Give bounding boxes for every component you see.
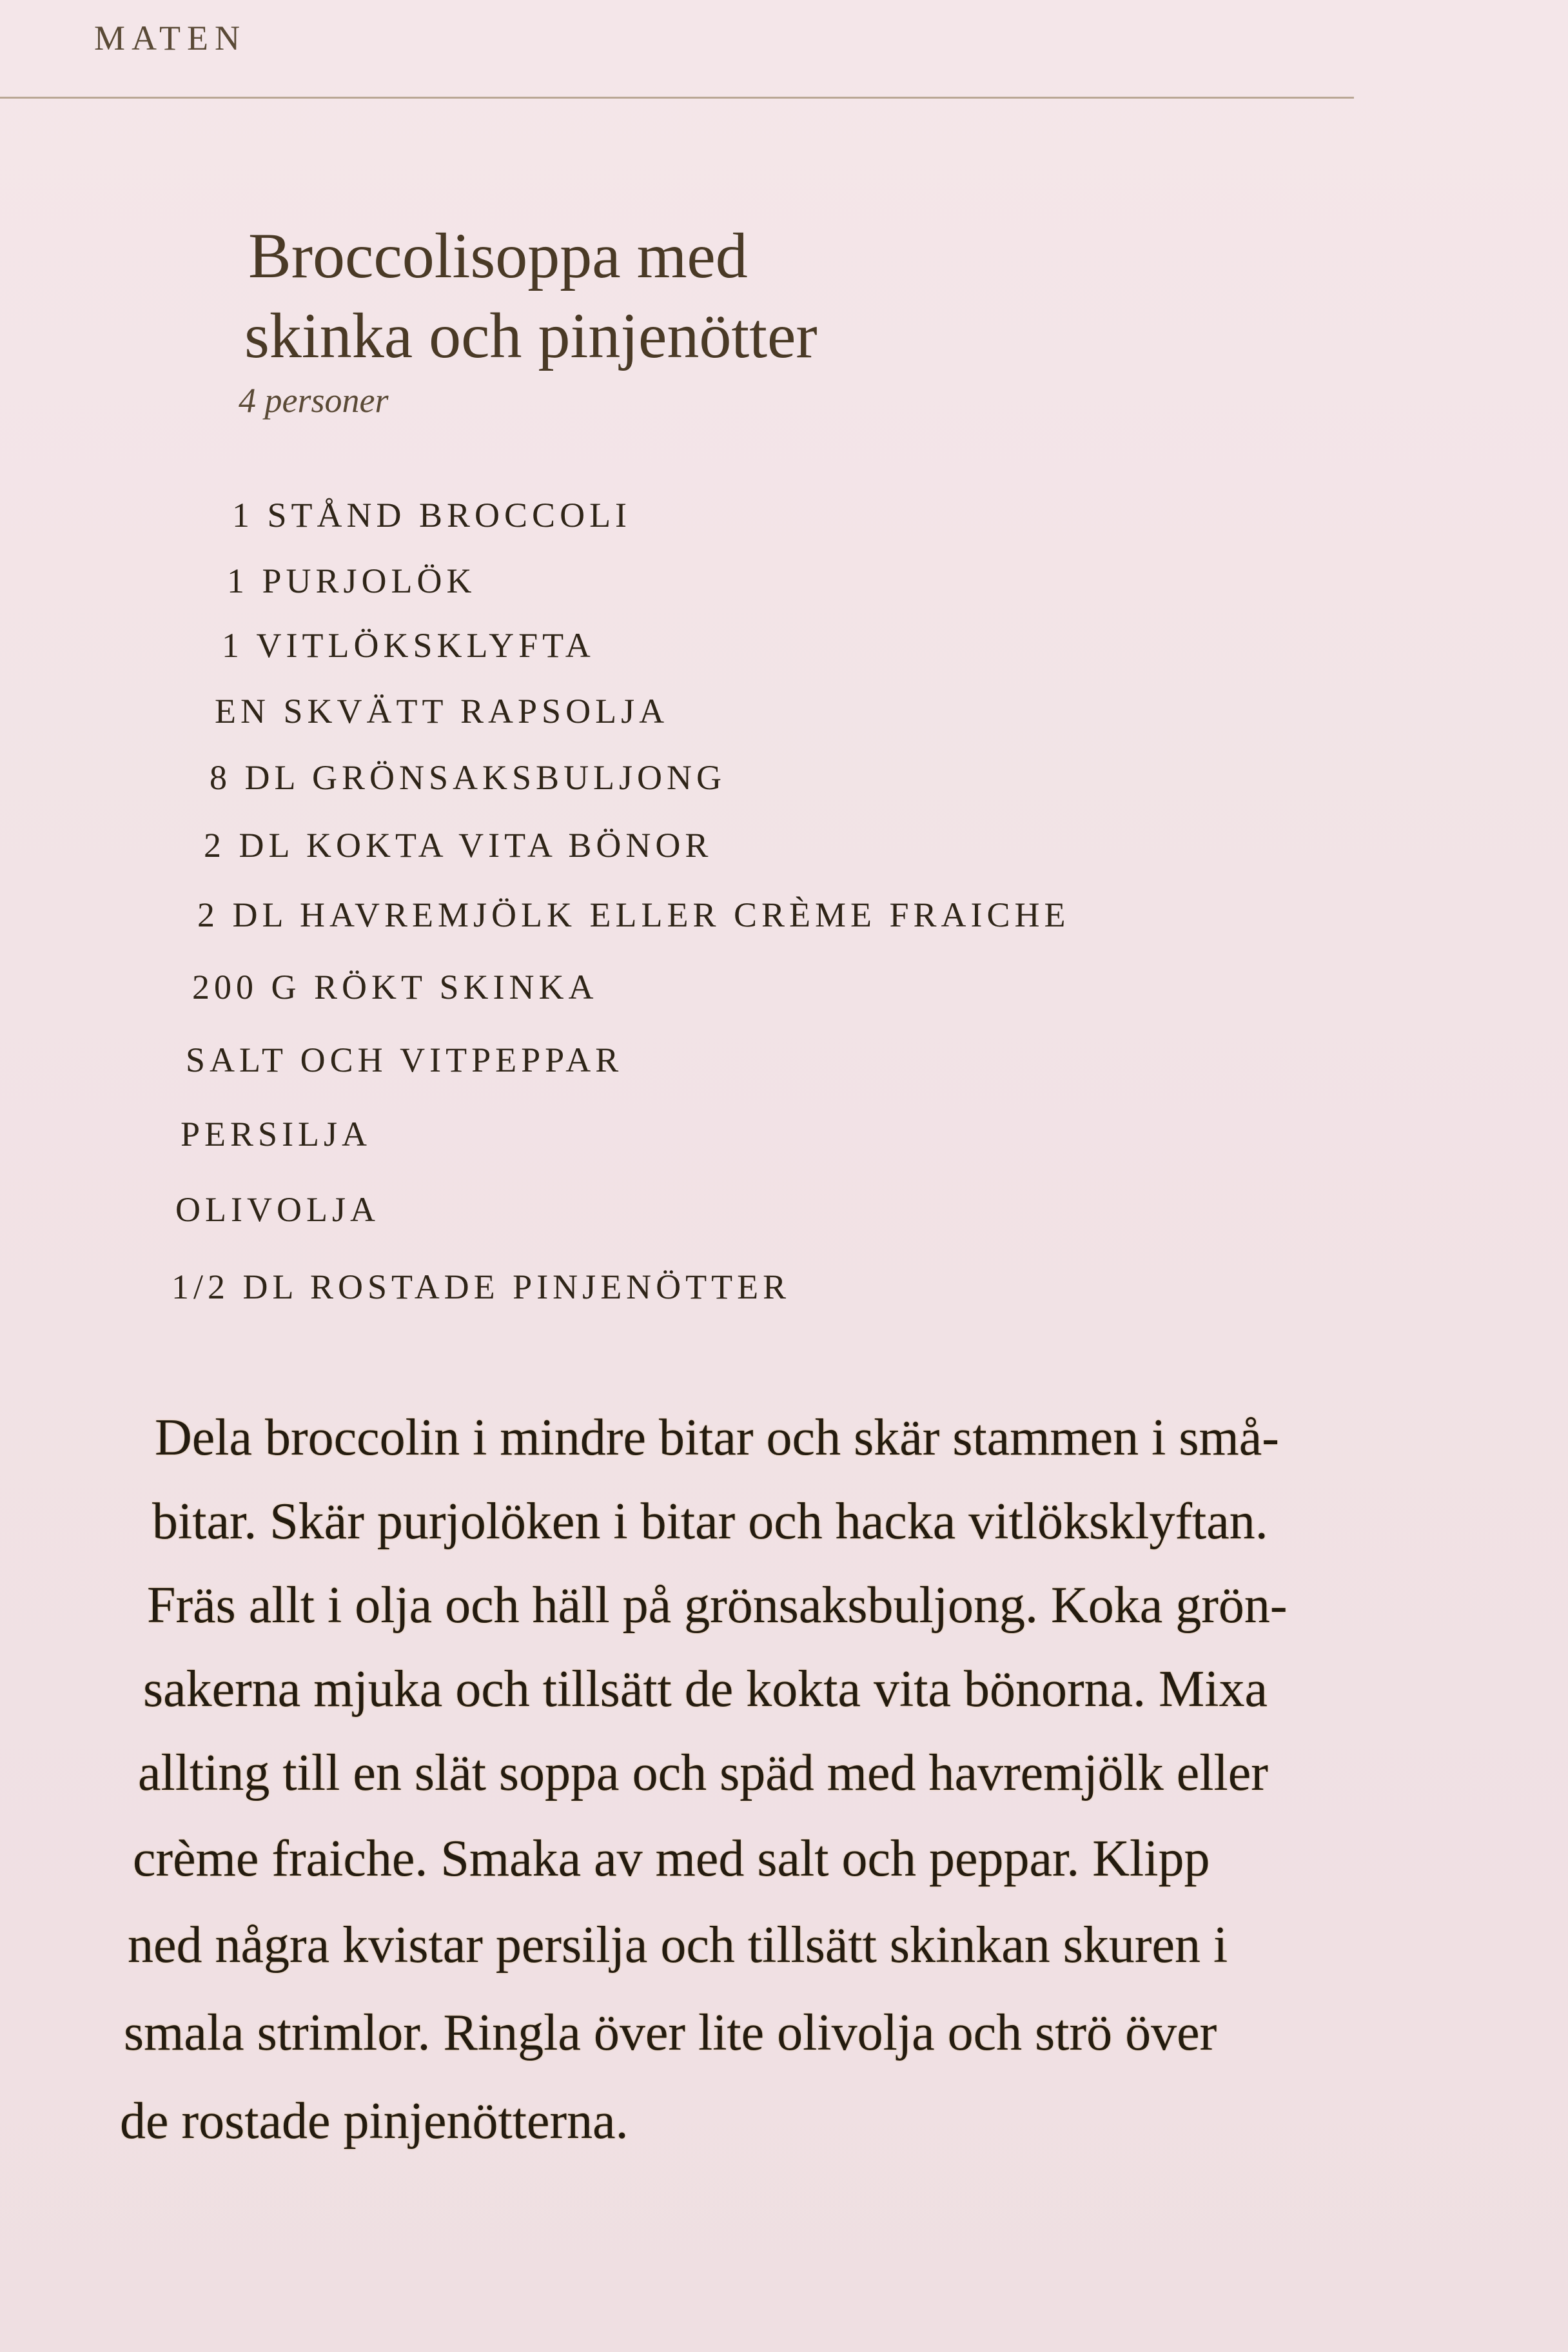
method-line: ned några kvistar persilja och tillsätt skinkan skuren i: [128, 1917, 1228, 1974]
servings-note: 4 personer: [239, 381, 389, 420]
method-line: smala strimlor. Ringla över lite olivolja och strö över: [124, 2004, 1217, 2061]
method-line: allting till en slät soppa och späd med havremjölk eller: [138, 1745, 1268, 1801]
method-line: de rostade pinjenötterna.: [120, 2093, 629, 2150]
running-head: MATEN: [94, 19, 246, 57]
ingredient-item: SALT OCH VITPEPPAR: [186, 1041, 623, 1079]
ingredient-item: OLIVOLJA: [175, 1190, 380, 1229]
ingredient-item: 2 DL HAVREMJÖLK ELLER CRÈME FRAICHE: [197, 896, 1070, 934]
ingredient-item: 200 G RÖKT SKINKA: [192, 968, 598, 1006]
ingredient-item: 1/2 DL ROSTADE PINJENÖTTER: [172, 1268, 791, 1306]
ingredient-item: 1 PURJOLÖK: [227, 562, 476, 600]
header-rule: [0, 97, 1354, 99]
method-line: Dela broccolin i mindre bitar och skär stammen i små-: [155, 1409, 1279, 1466]
ingredient-item: 8 DL GRÖNSAKSBULJONG: [210, 758, 727, 797]
method-line: crème fraiche. Smaka av med salt och peppar. Klipp: [133, 1830, 1210, 1887]
ingredient-item: PERSILJA: [181, 1115, 372, 1153]
method-line: sakerna mjuka och tillsätt de kokta vita bönorna. Mixa: [143, 1661, 1268, 1718]
ingredient-item: EN SKVÄTT RAPSOLJA: [215, 692, 669, 730]
recipe-title-line-2: skinka och pinjenötter: [244, 300, 818, 371]
recipe-title: [244, 216, 1215, 376]
method-line: bitar. Skär purjolöken i bitar och hacka vitlöksklyftan.: [152, 1493, 1268, 1550]
ingredient-item: 1 VITLÖKSKLYFTA: [222, 626, 595, 665]
recipe-title-line-1: Broccolisoppa med: [248, 220, 748, 291]
ingredient-item: 1 STÅND BROCCOLI: [232, 496, 632, 534]
method-line: Fräs allt i olja och häll på grönsaksbuljong. Koka grön-: [147, 1577, 1288, 1634]
ingredient-item: 2 DL KOKTA VITA BÖNOR: [204, 826, 713, 865]
